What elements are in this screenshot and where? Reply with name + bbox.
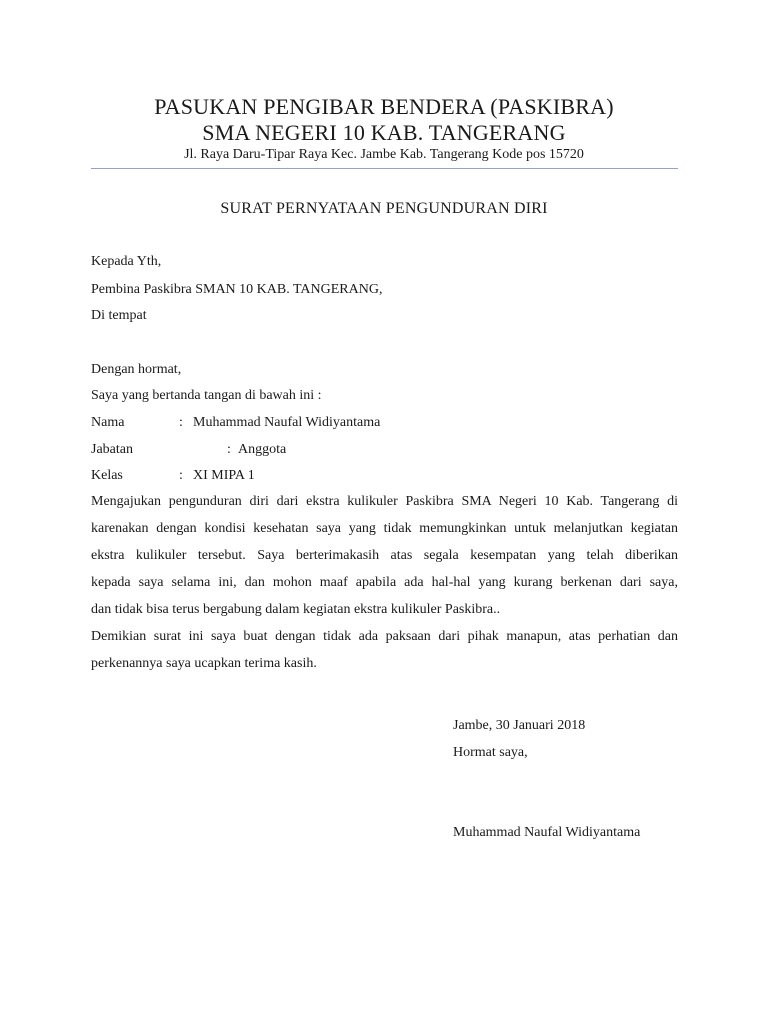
body-line: dan tidak bisa terus bergabung dalam kegiatan ekstra kulikuler Paskibra.. bbox=[91, 602, 501, 617]
closing-line: perkenannya saya ucapkan terima kasih. bbox=[91, 656, 317, 671]
field-value-class: XI MIPA 1 bbox=[193, 468, 255, 483]
addressee-line-2: Pembina Paskibra SMAN 10 KAB. TANGERANG, bbox=[91, 282, 383, 297]
closing-line: Demikian surat ini saya buat dengan tidak ada paksaan dari pihak manapun, atas perhatian dan bbox=[91, 629, 678, 644]
field-value-position: Anggota bbox=[238, 442, 287, 457]
body-line: karenakan dengan kondisi kesehatan saya yang tidak memungkinkan untuk melanjutkan kegiatan bbox=[91, 521, 678, 536]
field-colon: : bbox=[179, 468, 183, 483]
header-divider bbox=[91, 168, 678, 169]
field-label: Nama bbox=[91, 415, 125, 430]
regards: Hormat saya, bbox=[453, 745, 528, 760]
organization-title: PASUKAN PENGIBAR BENDERA (PASKIBRA) bbox=[154, 94, 614, 119]
greeting: Dengan hormat, bbox=[91, 362, 182, 377]
field-colon: : bbox=[227, 442, 231, 457]
field-colon: : bbox=[179, 415, 183, 430]
school-title: SMA NEGERI 10 KAB. TANGERANG bbox=[202, 120, 566, 145]
document-title: SURAT PERNYATAAN PENGUNDURAN DIRI bbox=[220, 200, 548, 217]
intro-statement: Saya yang bertanda tangan di bawah ini : bbox=[91, 388, 322, 403]
signatory-name: Muhammad Naufal Widiyantama bbox=[453, 825, 641, 840]
body-line: Mengajukan pengunduran diri dari ekstra kulikuler Paskibra SMA Negeri 10 Kab. Tangerang di bbox=[91, 494, 678, 509]
body-line: kepada saya selama ini, dan mohon maaf apabila ada hal-hal yang kurang berkenan dari saya, bbox=[91, 575, 678, 590]
field-label: Kelas bbox=[91, 468, 123, 483]
addressee-line-1: Kepada Yth, bbox=[91, 254, 162, 269]
field-value-name: Muhammad Naufal Widiyantama bbox=[193, 415, 381, 430]
body-line: ekstra kulikuler tersebut. Saya berterimakasih atas segala kesempatan yang telah diberikan bbox=[91, 548, 678, 563]
field-label: Jabatan bbox=[91, 442, 133, 457]
place-date: Jambe, 30 Januari 2018 bbox=[453, 718, 586, 733]
school-address: Jl. Raya Daru-Tipar Raya Kec. Jambe Kab. Tangerang Kode pos 15720 bbox=[184, 147, 584, 162]
addressee-line-3: Di tempat bbox=[91, 308, 147, 323]
